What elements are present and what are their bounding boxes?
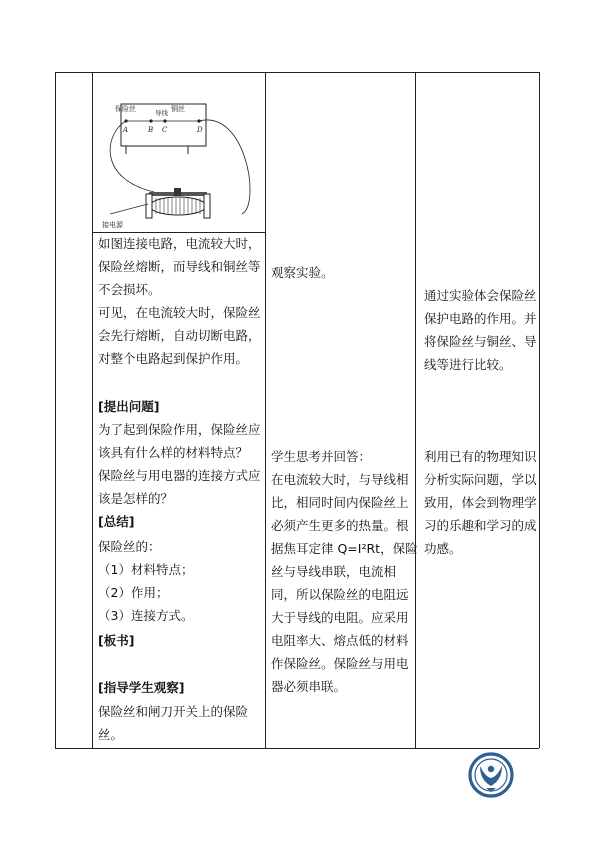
fuse-experiment-diagram: [96, 84, 266, 234]
col3-answer-line-9: 电阻率大、熔点低的材料: [271, 633, 409, 648]
col3-answer-line-2: 在电流较大时，与导线相: [271, 472, 409, 487]
col2-line-20: 丝。: [98, 727, 124, 742]
column-divider-1: [92, 72, 93, 748]
col4-purpose2-line-4: 习的乐趣和学习的成: [424, 518, 537, 533]
table-border-right: [539, 72, 540, 748]
col2-line-6: 对整个电路起到保护作用。: [98, 351, 249, 366]
terminal-b-label: B: [148, 126, 154, 134]
section-heading-question: [提出问题]: [98, 399, 160, 414]
power-lead: [110, 204, 148, 214]
label-copper-wire: 铜丝: [171, 105, 185, 113]
section-heading-observe: [指导学生观察]: [98, 680, 185, 695]
col2-line-10: 保险丝与用电器的连接方式应: [98, 468, 261, 483]
col2-line-9: 该具有什么样的材料特点？: [98, 445, 249, 460]
col3-answer-line-3: 比，相同时间内保险丝上: [271, 495, 409, 510]
table-border-top: [55, 72, 539, 73]
logo-icon: [468, 752, 514, 798]
label-wire: 导线: [155, 109, 168, 117]
terminal-a-label: A: [123, 126, 129, 134]
col2-line-11: 该是怎样的？: [98, 491, 174, 506]
col3-answer-line-11: 器必须串联。: [271, 679, 347, 694]
col4-purpose2-line-5: 功感。: [424, 541, 462, 556]
col2-line-14: （1）材料特点；: [98, 562, 194, 577]
terminal-d-label: D: [197, 126, 203, 134]
col3-answer-line-5: 据焦耳定律 Q=I²Rt，保险: [271, 541, 418, 556]
table-border-bottom: [55, 748, 539, 749]
col3-observe: 观察实验。: [271, 265, 334, 280]
col2-line-4: 可见，在电流较大时，保险丝: [98, 305, 261, 320]
section-heading-board: [板书]: [98, 633, 135, 648]
col4-purpose1-line-3: 将保险丝与铜丝、导: [424, 334, 537, 349]
col2-line-19: 保险丝和闸刀开关上的保险: [98, 704, 249, 719]
rheostat-slider: [174, 188, 181, 196]
col2-line-8: 为了起到保险作用，保险丝应: [98, 422, 261, 437]
terminal-c-dot: [163, 119, 166, 122]
col2-line-3: 不会损坏。: [98, 282, 161, 297]
label-fuse-wire: 保险丝: [115, 105, 136, 113]
col4-purpose2-line-3: 致用，体会到物理学: [424, 495, 537, 510]
rheostat-coil: [150, 197, 206, 215]
column-divider-3: [415, 72, 416, 748]
col3-answer-line-8: 大于导线的电阻。应采用: [271, 610, 409, 625]
col3-answer-line-7: 同，所以保险丝的电阻远: [271, 587, 409, 602]
col2-line-13: 保险丝的：: [98, 539, 161, 554]
table-border-left: [55, 72, 56, 748]
col2-line-1: 如图连接电路，电流较大时，: [98, 236, 261, 251]
col3-answer-line-4: 必须产生更多的热量。根: [271, 518, 409, 533]
terminal-c-label: C: [162, 126, 168, 134]
col3-answer-line-6: 丝与导线串联，电流相: [271, 564, 397, 579]
terminal-b-dot: [149, 119, 152, 122]
rheostat-end-right: [204, 194, 210, 218]
col2-line-5: 会先行熔断，自动切断电路，: [98, 328, 261, 343]
col2-line-16: （3）连接方式。: [98, 608, 194, 623]
lesson-table: [55, 72, 539, 748]
col4-purpose2-line-2: 分析实际问题，学以: [424, 472, 537, 487]
section-heading-summary: [总结]: [98, 514, 135, 529]
rheostat-end-left: [146, 194, 152, 218]
col3-answer-line-1: 学生思考并回答：: [271, 449, 372, 464]
col4-purpose1-line-2: 保护电路的作用。并: [424, 311, 537, 326]
label-power: 接电源: [102, 221, 123, 229]
col4-purpose1-line-4: 线等进行比较。: [424, 357, 512, 372]
col3-answer-line-10: 作保险丝。保险丝与用电: [271, 656, 409, 671]
col4-purpose2-line-1: 利用已有的物理知识: [424, 449, 537, 464]
col2-line-15: （2）作用；: [98, 585, 169, 600]
col2-line-2: 保险丝熔断，而导线和铜丝等: [98, 259, 261, 274]
col4-purpose1-line-1: 通过实验体会保险丝: [424, 288, 537, 303]
